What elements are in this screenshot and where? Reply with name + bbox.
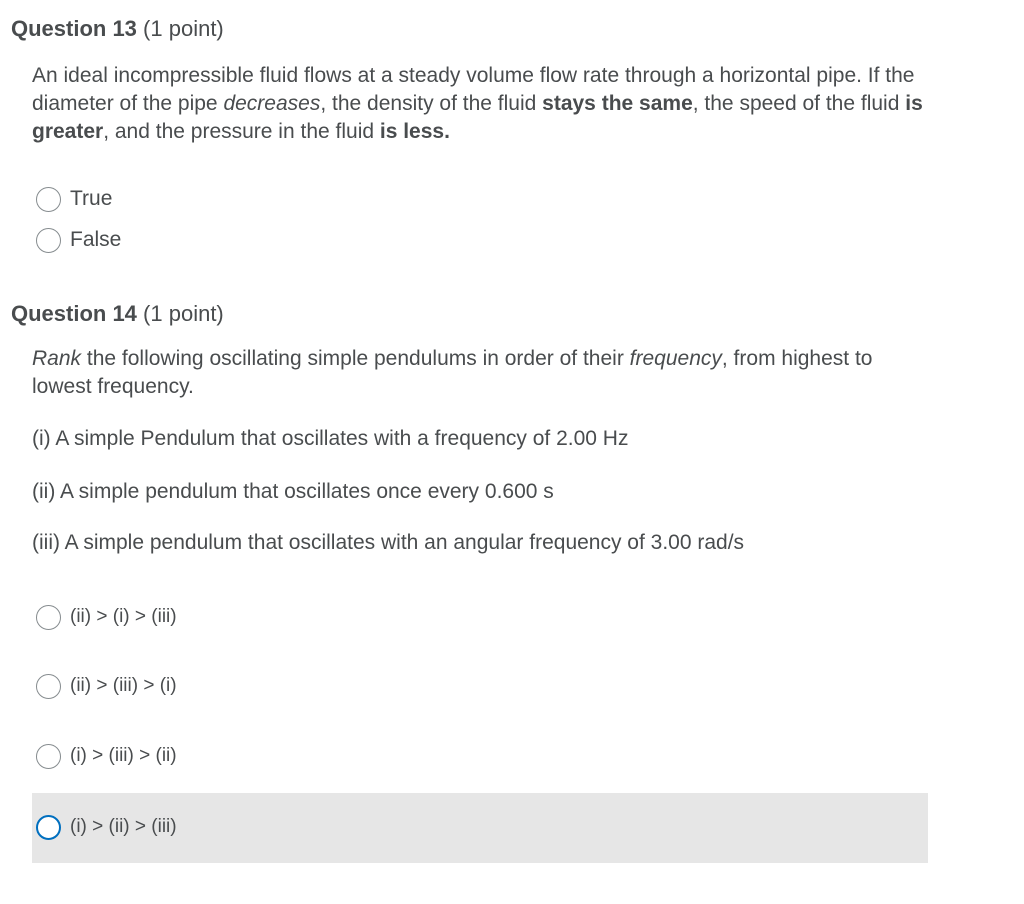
emphasis-decreases: decreases bbox=[223, 92, 321, 115]
question-number: Question 14 bbox=[11, 301, 137, 326]
option-label: (i) > (ii) > (iii) bbox=[70, 816, 177, 837]
radio-button[interactable] bbox=[36, 228, 61, 253]
statement-i: (i) A simple Pendulum that oscillates with a frequency of 2.00 Hz bbox=[32, 427, 629, 450]
option-label: (i) > (iii) > (ii) bbox=[70, 745, 177, 766]
question-14-title bbox=[11, 300, 224, 328]
option-ii-i-iii[interactable] bbox=[32, 596, 177, 638]
bold-is-less: is less. bbox=[379, 120, 450, 143]
option-label: False bbox=[70, 228, 122, 251]
bold-is-greater: is greater bbox=[32, 92, 923, 143]
option-false[interactable] bbox=[32, 219, 121, 261]
question-13-text: An ideal incompressible fluid flows at a steady volume flow rate through a horizontal pipe. If the diameter of the pipe decreases, the density of the fluid stays the same, the speed of the fluid is greater, and the pressure in the fluid is less. bbox=[32, 64, 923, 143]
option-label: (ii) > (iii) > (i) bbox=[70, 675, 177, 696]
question-points: (1 point) bbox=[143, 16, 224, 41]
emphasis-rank: Rank bbox=[32, 347, 82, 370]
option-ii-iii-i[interactable] bbox=[32, 665, 177, 707]
emphasis-frequency: frequency bbox=[629, 347, 722, 370]
bold-stays-the-same: stays the same bbox=[542, 92, 693, 115]
radio-button[interactable] bbox=[36, 815, 61, 840]
question-points: (1 point) bbox=[143, 301, 224, 326]
option-label: True bbox=[70, 187, 113, 210]
radio-button[interactable] bbox=[36, 605, 61, 630]
statement-iii: (iii) A simple pendulum that oscillates with an angular frequency of 3.00 rad/s bbox=[32, 531, 745, 554]
option-true[interactable] bbox=[32, 178, 112, 220]
question-14-text: Rank the following oscillating simple pendulums in order of their frequency, from highest to lowest frequency. bbox=[32, 347, 873, 398]
statement-ii: (ii) A simple pendulum that oscillates once every 0.600 s bbox=[32, 480, 554, 503]
option-i-iii-ii[interactable] bbox=[32, 735, 177, 777]
question-13-title bbox=[11, 15, 224, 43]
option-label: (ii) > (i) > (iii) bbox=[70, 606, 177, 627]
radio-button[interactable] bbox=[36, 187, 61, 212]
question-number: Question 13 bbox=[11, 16, 137, 41]
option-i-ii-iii[interactable] bbox=[32, 806, 927, 848]
radio-button[interactable] bbox=[36, 674, 61, 699]
radio-button[interactable] bbox=[36, 744, 61, 769]
